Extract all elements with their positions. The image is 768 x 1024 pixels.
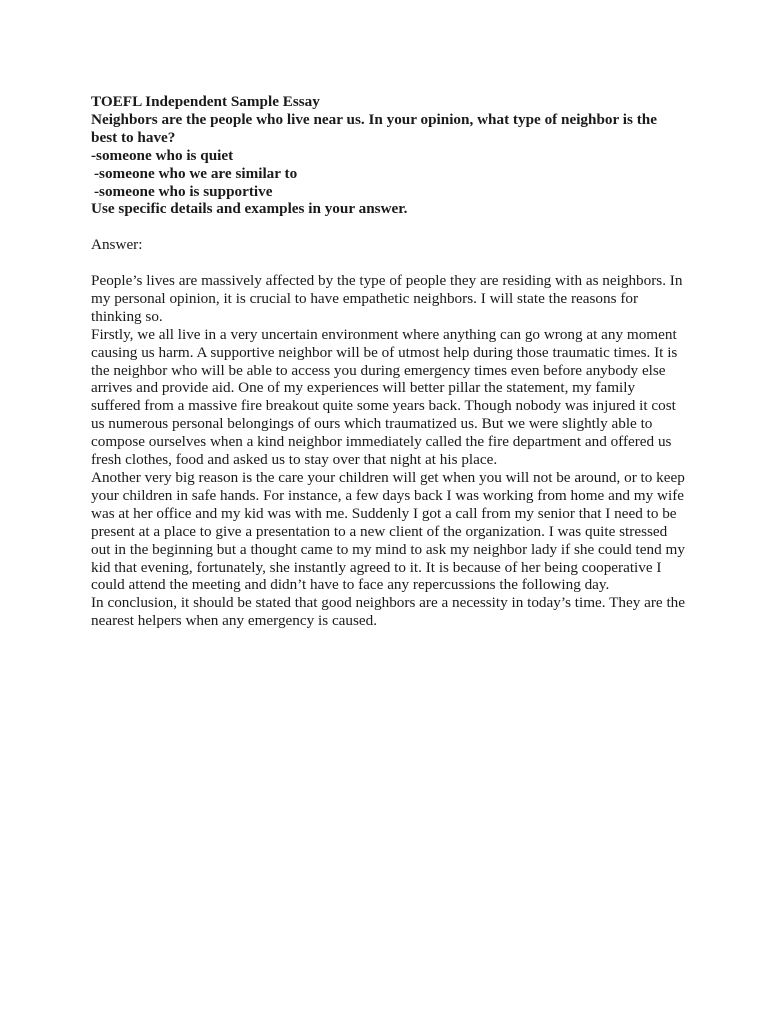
- essay-paragraph: Firstly, we all live in a very uncertain environment where anything can go wrong at any moment causing us harm. A supportive neighbor will be of utmost help during those traumatic times. It is the neighbor who will be able to access you during emergency times even before anybody else arrives and provide aid. One of my experiences will better pillar the statement, my family suffered from a massive fire breakout quite some years back. Though nobody was injured it cost us numerous personal belongings of ours which traumatized us. But we were slightly able to compose ourselves when a kind neighbor immediately called the fire department and offered us fresh clothes, food and asked us to stay over that night at his place.: [91, 325, 678, 469]
- essay-prompt: Neighbors are the people who live near us. In your opinion, what type of neighbor is the best to have?: [91, 110, 657, 146]
- essay-paragraph: Another very big reason is the care your children will get when you will not be around, or to keep your children in safe hands. For instance, a few days back I was working from home and my wife was at her office and my kid was with me. Suddenly I got a call from my senior that I need to be present at a place to give a presentation to a new client of the organization. I was quite stressed out in the beginning but a thought came to my mind to ask my neighbor lady if she could tend my kid that evening, fortunately, she instantly agreed to it. It is because of her being cooperative I could attend the meeting and didn’t have to face any repercussions the following day.: [91, 469, 685, 594]
- essay-paragraph: In conclusion, it should be stated that good neighbors are a necessity in today’s time. They are the nearest helpers when any emergency is caused.: [91, 594, 685, 630]
- essay-header: [91, 93, 686, 218]
- option-item: -someone who is supportive: [94, 182, 273, 200]
- option-item: -someone who we are similar to: [94, 164, 298, 182]
- answer-label: Answer:: [91, 236, 143, 254]
- essay-title: TOEFL Independent Sample Essay: [91, 93, 320, 110]
- option-item: -someone who is quiet: [91, 146, 234, 164]
- essay-instruction: Use specific details and examples in your answer.: [91, 200, 408, 218]
- essay-content: [91, 93, 686, 630]
- essay-paragraph: People’s lives are massively affected by the type of people they are residing with as neighbors. In my personal opinion, it is crucial to have empathetic neighbors. I will state the reasons for thinking so.: [91, 272, 683, 325]
